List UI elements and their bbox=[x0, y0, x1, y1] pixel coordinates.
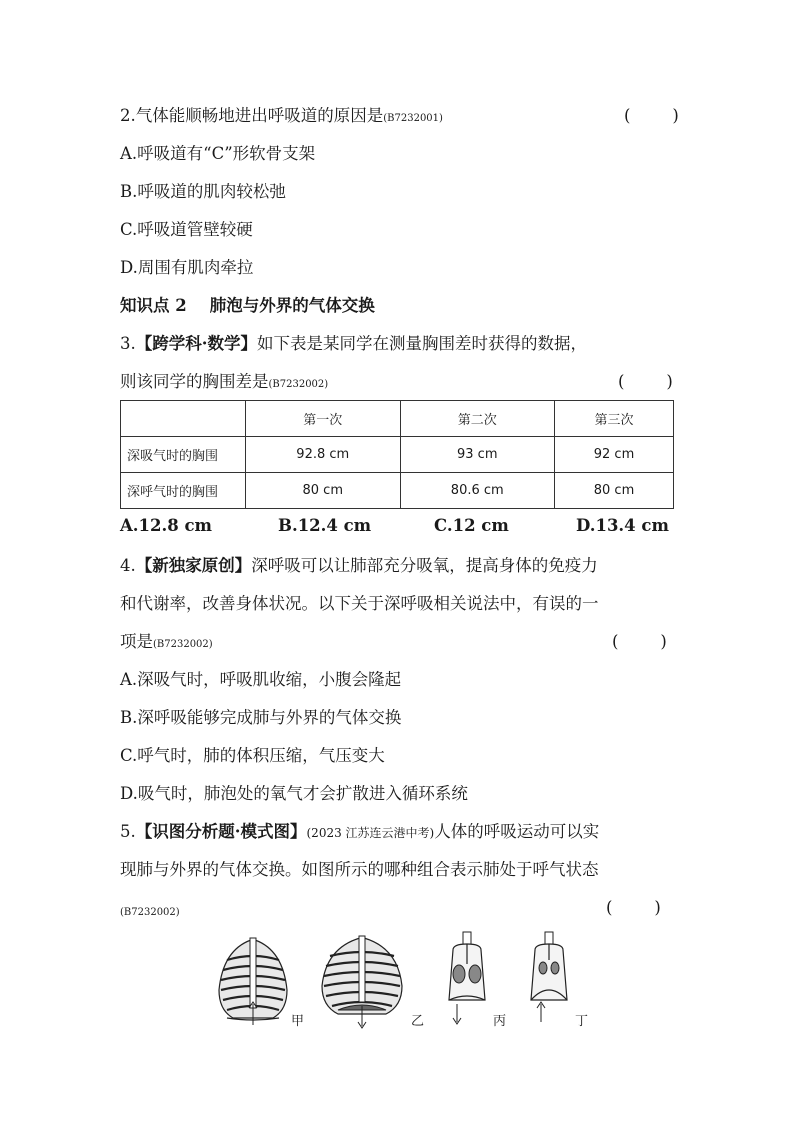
table-cell: 92.8 cm bbox=[246, 437, 401, 473]
q2-option-b[interactable]: B.呼吸道的肌肉较松弛 bbox=[120, 182, 286, 201]
section-title: 知识点 2 肺泡与外界的气体交换 bbox=[120, 296, 375, 315]
q3-answer-paren[interactable]: ( ) bbox=[618, 372, 673, 391]
q5-stem1: 人体的呼吸运动可以实 bbox=[434, 822, 600, 841]
q3-stem2: 则该同学的胸围差是 bbox=[120, 372, 269, 391]
q3-option-c[interactable]: C.12 cm bbox=[434, 516, 509, 535]
q5-stem-line3 bbox=[120, 899, 180, 924]
belljar-ding-icon bbox=[531, 932, 567, 1022]
q4-answer-paren[interactable]: ( ) bbox=[612, 632, 667, 651]
table-cell: 92 cm bbox=[555, 437, 674, 473]
q4-num: 4. bbox=[120, 556, 136, 575]
table-row bbox=[121, 473, 674, 509]
q4-stem-line2: 和代谢率，改善身体状况。以下关于深呼吸相关说法中，有误的一 bbox=[120, 594, 599, 613]
q4-stem3: 项是 bbox=[120, 632, 153, 651]
q4-option-c[interactable]: C.呼气时，肺的体积压缩，气压变大 bbox=[120, 746, 385, 765]
table-header: 第二次 bbox=[400, 401, 555, 437]
q5-source: (2023 江苏连云港中考) bbox=[306, 826, 435, 840]
figure-label-ding: 丁 bbox=[575, 1014, 589, 1029]
q3-option-d[interactable]: D.13.4 cm bbox=[576, 516, 669, 535]
q2-code: (B7232001) bbox=[383, 113, 443, 124]
q5-stem-line2: 现肺与外界的气体交换。如图所示的哪种组合表示肺处于呼气状态 bbox=[120, 860, 599, 879]
chest-measure-table bbox=[120, 400, 674, 509]
q2-answer-paren[interactable]: ( ) bbox=[624, 106, 679, 125]
q3-stem-line2 bbox=[120, 371, 328, 396]
q5-code: (B7232002) bbox=[120, 907, 180, 918]
q4-stem-line3 bbox=[120, 631, 213, 656]
q5-tag: 【识图分析题·模式图】 bbox=[135, 822, 307, 841]
table-header: 第三次 bbox=[555, 401, 674, 437]
belljar-bing-icon bbox=[449, 932, 485, 1024]
figure-label-bing: 丙 bbox=[493, 1014, 507, 1029]
table-cell: 80 cm bbox=[555, 473, 674, 509]
q2-option-c[interactable]: C.呼吸道管壁较硬 bbox=[120, 220, 253, 239]
q2-option-a[interactable]: A.呼吸道有“C”形软骨支架 bbox=[120, 144, 316, 163]
figure-label-yi: 乙 bbox=[411, 1014, 425, 1029]
q5-answer-paren[interactable]: ( ) bbox=[606, 898, 661, 917]
q4-option-a[interactable]: A.深吸气时，呼吸肌收缩，小腹会隆起 bbox=[120, 670, 402, 689]
q2-stem: 2.气体能顺畅地进出呼吸道的原因是 bbox=[120, 106, 384, 125]
q5-stem-line1 bbox=[120, 821, 599, 844]
q4-stem1: 深呼吸可以让肺部充分吸氧，提高身体的免疫力 bbox=[251, 556, 598, 575]
q3-num: 3. bbox=[120, 334, 136, 353]
ribcage-yi-icon bbox=[322, 936, 402, 1028]
q4-tag: 【新独家原创】 bbox=[135, 556, 252, 575]
table-header: 第一次 bbox=[246, 401, 401, 437]
table-row-label: 深呼气时的胸围 bbox=[121, 473, 246, 509]
q3-option-a[interactable]: A.12.8 cm bbox=[120, 516, 212, 535]
q4-option-d[interactable]: D.吸气时，肺泡处的氧气才会扩散进入循环系统 bbox=[120, 784, 468, 803]
q3-stem1: 如下表是某同学在测量胸围差时获得的数据， bbox=[257, 334, 587, 353]
q3-stem-line1 bbox=[120, 333, 587, 355]
q3-tag: 【跨学科·数学】 bbox=[135, 334, 257, 353]
table-header-row bbox=[121, 401, 674, 437]
q4-option-b[interactable]: B.深呼吸能够完成肺与外界的气体交换 bbox=[120, 708, 402, 727]
table-cell: 80 cm bbox=[246, 473, 401, 509]
q3-code: (B7232002) bbox=[268, 379, 329, 390]
q2-stem-line bbox=[120, 105, 443, 130]
q4-stem-line1 bbox=[120, 555, 598, 577]
q2-option-d[interactable]: D.周围有肌肉牵拉 bbox=[120, 258, 254, 277]
figure-label-jia: 甲 bbox=[291, 1014, 305, 1029]
q4-code: (B7232002) bbox=[153, 639, 213, 650]
breathing-diagram bbox=[205, 930, 605, 1030]
table-cell: 93 cm bbox=[400, 437, 555, 473]
table-cell: 80.6 cm bbox=[400, 473, 555, 509]
ribcage-jia-icon bbox=[219, 938, 287, 1025]
q5-num: 5. bbox=[120, 822, 136, 841]
q3-option-b[interactable]: B.12.4 cm bbox=[278, 516, 372, 535]
table-corner bbox=[121, 401, 246, 437]
breathing-figure bbox=[205, 930, 605, 1034]
table-row-label: 深吸气时的胸围 bbox=[121, 437, 246, 473]
table-row bbox=[121, 437, 674, 473]
